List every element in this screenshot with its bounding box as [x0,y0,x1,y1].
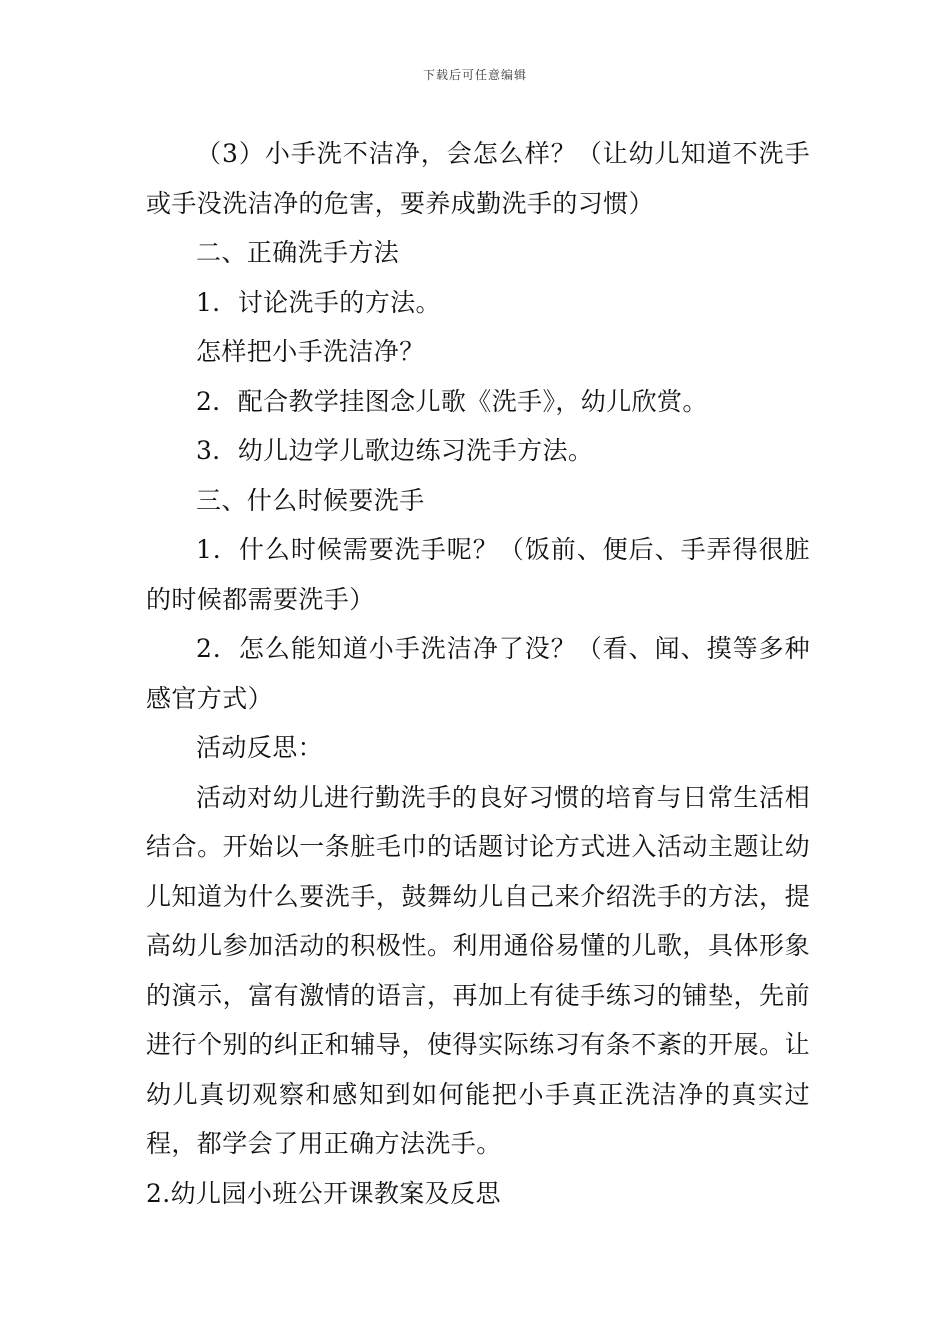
paragraph-reflection-body: 活动对幼儿进行勤洗手的良好习惯的培育与日常生活相结合。开始以一条脏毛巾的话题讨论方式进入活动主题让幼儿知道为什么要洗手，鼓舞幼儿自己来介绍洗手的方法，提高幼儿参加活动的积极性。利用通俗易懂的儿歌，具体形象的演示，富有激情的语言，再加上有徒手练习的铺垫，先前进行个别的纠正和辅导，使得实际练习有条不紊的开展。让幼儿真切观察和感知到如何能把小手真正洗洁净的真实过程，都学会了用正确方法洗手。 [146,782,810,1158]
page-header-note: 下载后可任意编辑 [422,68,527,82]
section-heading-reflection: 活动反思： [196,733,324,762]
document-body [146,129,810,1218]
paragraph-nursery-rhyme: 2．配合教学挂图念儿歌《洗手》，幼儿欣赏。 [196,386,708,416]
section-heading-when-to-wash: 三、什么时候要洗手 [196,485,425,515]
paragraph-how-to-wash: 怎样把小手洗洁净？ [196,337,425,366]
paragraph-dirty-hands-question: （3）小手洗不洁净，会怎么样？（让幼儿知道不洗手或手没洗洁净的危害，要养成勤洗手的习惯） [146,139,810,218]
section-heading-correct-method: 二、正确洗手方法 [196,238,400,267]
paragraph-how-to-know: 2．怎么能知道小手洗洁净了没？（看、闻、摸等多种感官方式） [146,634,810,713]
paragraph-practice: 3．幼儿边学儿歌边练习洗手方法。 [196,436,594,465]
paragraph-discuss-method: 1．讨论洗手的方法。 [196,287,441,317]
next-lesson-title: 2.幼儿园小班公开课教案及反思 [146,1178,501,1208]
paragraph-when-needed: 1．什么时候需要洗手呢？（饭前、便后、手弄得很脏的时候都需要洗手） [146,535,810,614]
